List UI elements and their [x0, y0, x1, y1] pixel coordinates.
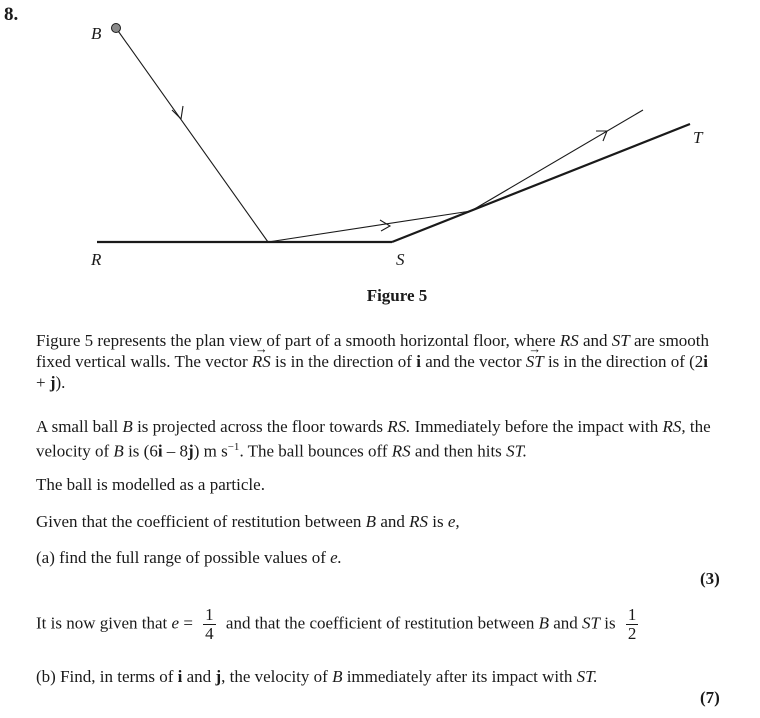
part-a-marks: (3)	[700, 569, 720, 588]
fraction-one-half: $\frac{1}{2}$	[627, 605, 637, 643]
paragraph-setup: Figure 5 represents the plan view of part of a smooth horizontal floor, where RS and ST are smooth fixed vertical walls. The vector → RS is in the direction of i and the vector → ST is in the direction of (2i + j).	[36, 330, 716, 393]
arrow-incoming	[172, 106, 183, 119]
wall-st	[392, 124, 690, 242]
vector-st: → ST	[526, 351, 544, 372]
path-after-st	[471, 110, 643, 211]
question-number: 8.	[4, 4, 19, 25]
paragraph-restitution: Given that the coefficient of restitution between B and RS is e,	[36, 512, 460, 531]
vector-rs: → RS	[252, 351, 271, 372]
label-t: T	[693, 128, 703, 147]
part-a-question: (a) find the full range of possible values of e.	[36, 548, 342, 567]
path-incoming	[116, 28, 268, 242]
arrow-after-rs	[380, 220, 390, 231]
path-after-rs	[268, 211, 471, 242]
label-r: R	[91, 250, 102, 269]
figure-5-diagram	[0, 0, 760, 290]
paragraph-impact: A small ball B is projected across the floor towards RS. Immediately before the impact with RS, the velocity of B is (6i – 8j) m $s^{-1}$. The ball bounces off RS and then hits ST.	[36, 417, 711, 461]
figure-caption: Figure 5	[366, 286, 428, 305]
paragraph-particle: The ball is modelled as a particle.	[36, 475, 265, 494]
label-s: S	[396, 250, 405, 269]
ball-b	[112, 24, 121, 33]
part-b-question: (b) Find, in terms of i and j, the velocity of B immediately after its impact with ST.	[36, 667, 598, 686]
label-b: B	[91, 24, 102, 43]
paragraph-given: It is now given that e = $\frac{1}{4}$ and that the coefficient of restitution between B and ST is $\frac{1}{2}$	[36, 605, 637, 643]
part-b-marks: (7)	[700, 688, 720, 707]
fraction-one-quarter: $\frac{1}{4}$	[205, 605, 214, 643]
